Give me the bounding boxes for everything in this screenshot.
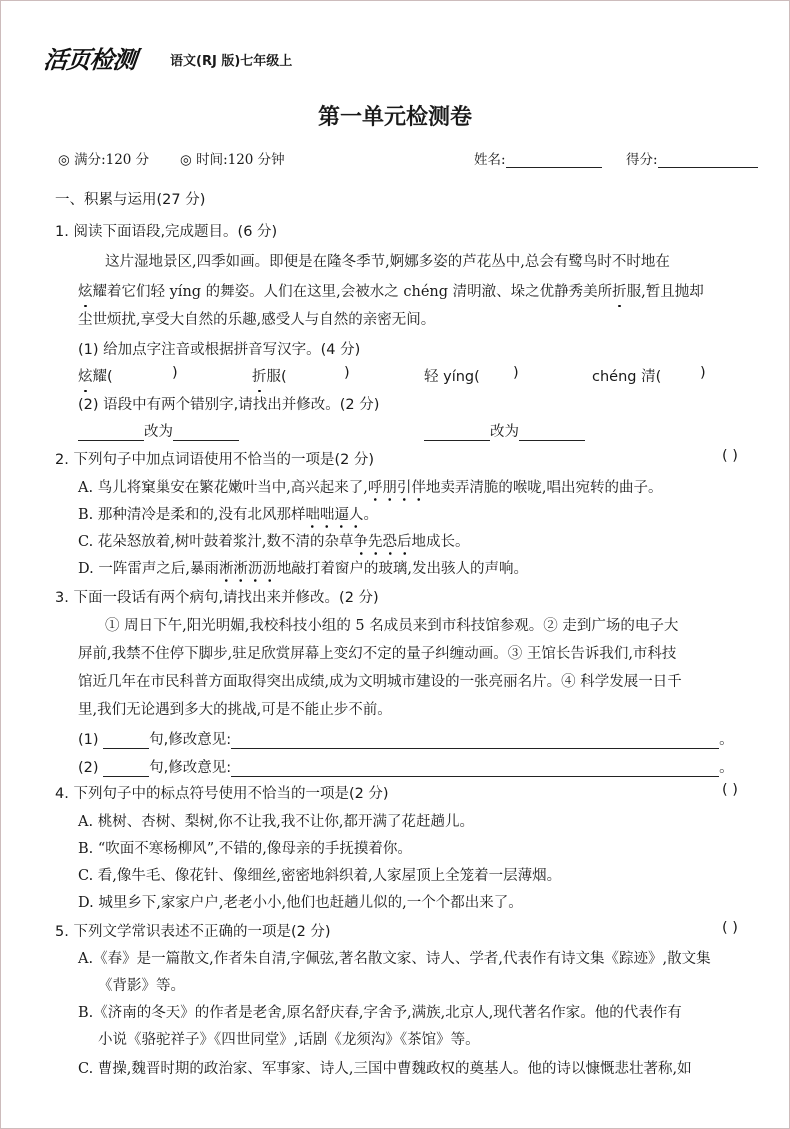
q3-paragraph-line: 里,我们无论遇到多大的挑战,可是不能止步不前。	[78, 702, 392, 718]
score-field	[626, 148, 758, 168]
q5-option-b[interactable]: B.《济南的冬天》的作者是老舍,原名舒庆春,字舍予,满族,北京人,现代著名作家。他的代表作有	[78, 1005, 682, 1021]
q2-answer-paren[interactable]: ( )	[722, 448, 738, 464]
wrong-char-blank[interactable]	[424, 426, 490, 441]
q2-option-c[interactable]: C. 花朵怒放着,树叶鼓着浆汁,数不清的杂草争先恐后地成长。	[78, 530, 470, 551]
page-title: 第一单元检测卷	[317, 105, 472, 130]
q4-option-a[interactable]: A. 桃树、杏树、梨树,你不让我,我不让你,都开满了花赶趟儿。	[78, 814, 475, 830]
name-field	[474, 148, 602, 168]
name-blank[interactable]	[506, 153, 602, 168]
q3-paragraph-line: 馆近几年在市民科普方面取得突出成绩,成为文明城市建设的一张亮丽名片。④ 科学发展一日千	[78, 674, 682, 690]
dotted-word: 呼朋引伴	[368, 480, 426, 502]
q1-item-close: )	[700, 365, 706, 381]
q1-item-close: )	[513, 365, 519, 381]
score-label: 得分:	[626, 152, 658, 168]
dotted-char: 炫	[78, 280, 93, 301]
q1-sub2: (2) 语段中有两个错别字,请找出并修改。(2 分)	[78, 397, 380, 413]
q5-option-b-cont: 小说《骆驼祥子》《四世同堂》,话剧《龙须沟》《茶馆》等。	[98, 1032, 480, 1048]
time-limit: ◎ 时间:120 分钟	[180, 152, 285, 168]
q5-option-a[interactable]: A.《春》是一篇散文,作者朱自清,字佩弦,著名散文家、诗人、学者,代表作有诗文集《踪迹》,散文集	[78, 951, 711, 967]
q1-passage-line: 这片湿地景区,四季如画。即便是在隆冬季节,婀娜多姿的芦花丛中,总会有鹭鸟时不时地在	[105, 254, 670, 270]
q1-item: 炫耀(	[78, 365, 113, 386]
q3-answer-1: (1) 句,修改意见: 。	[78, 732, 734, 748]
q4-option-d[interactable]: D. 城里乡下,家家户户,老老小小,他们也赶趟儿似的,一个个都出来了。	[78, 895, 523, 911]
series-logo: 活页检测	[42, 46, 138, 74]
q1-correction-1: 改为	[78, 420, 239, 441]
q5-answer-paren[interactable]: ( )	[722, 920, 738, 936]
q1-stem: 1. 阅读下面语段,完成题目。(6 分)	[55, 224, 278, 240]
dotted-char: 折	[612, 280, 627, 301]
q2-stem: 2. 下列句子中加点词语使用不恰当的一项是(2 分)	[55, 452, 375, 468]
q3-paragraph-line: 屏前,我禁不住停下脚步,驻足欣赏屏幕上变幻不定的量子纠缠动画。③ 王馆长告诉我们,市科技	[78, 646, 677, 662]
q5-stem: 5. 下列文学常识表述不正确的一项是(2 分)	[55, 924, 331, 940]
q1-passage-line: 尘世烦扰,享受大自然的乐趣,感受人与自然的亲密无间。	[78, 312, 436, 328]
full-score: ◎ 满分:120 分	[58, 152, 150, 168]
name-label: 姓名:	[474, 152, 506, 168]
q2-option-b[interactable]: B. 那种清冷是柔和的,没有北风那样咄咄逼人。	[78, 503, 378, 524]
q1-item: 折服(	[252, 365, 287, 386]
revision-blank[interactable]	[231, 762, 719, 777]
q1-sub1: (1) 给加点字注音或根据拼音写汉字。(4 分)	[78, 342, 361, 358]
dotted-word: 争先恐后	[354, 534, 412, 556]
q2-option-a[interactable]: A. 鸟儿将窠巢安在繁花嫩叶当中,高兴起来了,呼朋引伴地卖弄清脆的喉咙,唱出宛转的曲子。	[78, 476, 663, 497]
correct-char-blank[interactable]	[173, 426, 239, 441]
q5-option-a-cont: 《背影》等。	[98, 978, 185, 994]
q3-paragraph-line: ① 周日下午,阳光明媚,我校科技小组的 5 名成员来到市科技馆参观。② 走到广场的电子大	[105, 618, 679, 634]
correct-char-blank[interactable]	[519, 426, 585, 441]
q1-correction-2: 改为	[424, 420, 585, 441]
dotted-word: 淅淅沥沥	[219, 561, 277, 583]
q3-stem: 3. 下面一段话有两个病句,请找出来并修改。(2 分)	[55, 590, 379, 606]
q1-passage-line: 炫耀着它们轻 yíng 的舞姿。人们在这里,会被水之 chéng 清明澈、垛之优静秀美所折服,暂且抛却	[78, 280, 704, 301]
wrong-char-blank[interactable]	[78, 426, 144, 441]
q1-item: 轻 yíng(	[424, 369, 480, 385]
q3-answer-2: (2) 句,修改意见: 。	[78, 760, 734, 776]
q1-item-close: )	[172, 365, 178, 381]
revision-blank[interactable]	[231, 734, 719, 749]
q5-option-c[interactable]: C. 曹操,魏晋时期的政治家、军事家、诗人,三国中曹魏政权的奠基人。他的诗以慷慨悲壮著称,如	[78, 1061, 692, 1077]
q2-option-d[interactable]: D. 一阵雷声之后,暴雨淅淅沥沥地敲打着窗户的玻璃,发出骇人的声响。	[78, 557, 528, 578]
score-blank[interactable]	[658, 153, 758, 168]
sentence-number-blank[interactable]	[103, 734, 149, 749]
q1-item: chéng 清(	[592, 369, 662, 385]
q4-option-c[interactable]: C. 看,像牛毛、像花针、像细丝,密密地斜织着,人家屋顶上全笼着一层薄烟。	[78, 868, 562, 884]
q4-stem: 4. 下列句子中的标点符号使用不恰当的一项是(2 分)	[55, 786, 389, 802]
q4-answer-paren[interactable]: ( )	[722, 782, 738, 798]
section-heading: 一、积累与运用(27 分)	[55, 192, 206, 208]
dotted-word: 咄咄逼人	[305, 507, 363, 529]
subject-grade: 语文(RJ 版)七年级上	[170, 54, 293, 69]
sentence-number-blank[interactable]	[103, 762, 149, 777]
q4-option-b[interactable]: B. “吹面不寒杨柳风”,不错的,像母亲的手抚摸着你。	[78, 841, 412, 857]
q1-item-close: )	[344, 365, 350, 381]
